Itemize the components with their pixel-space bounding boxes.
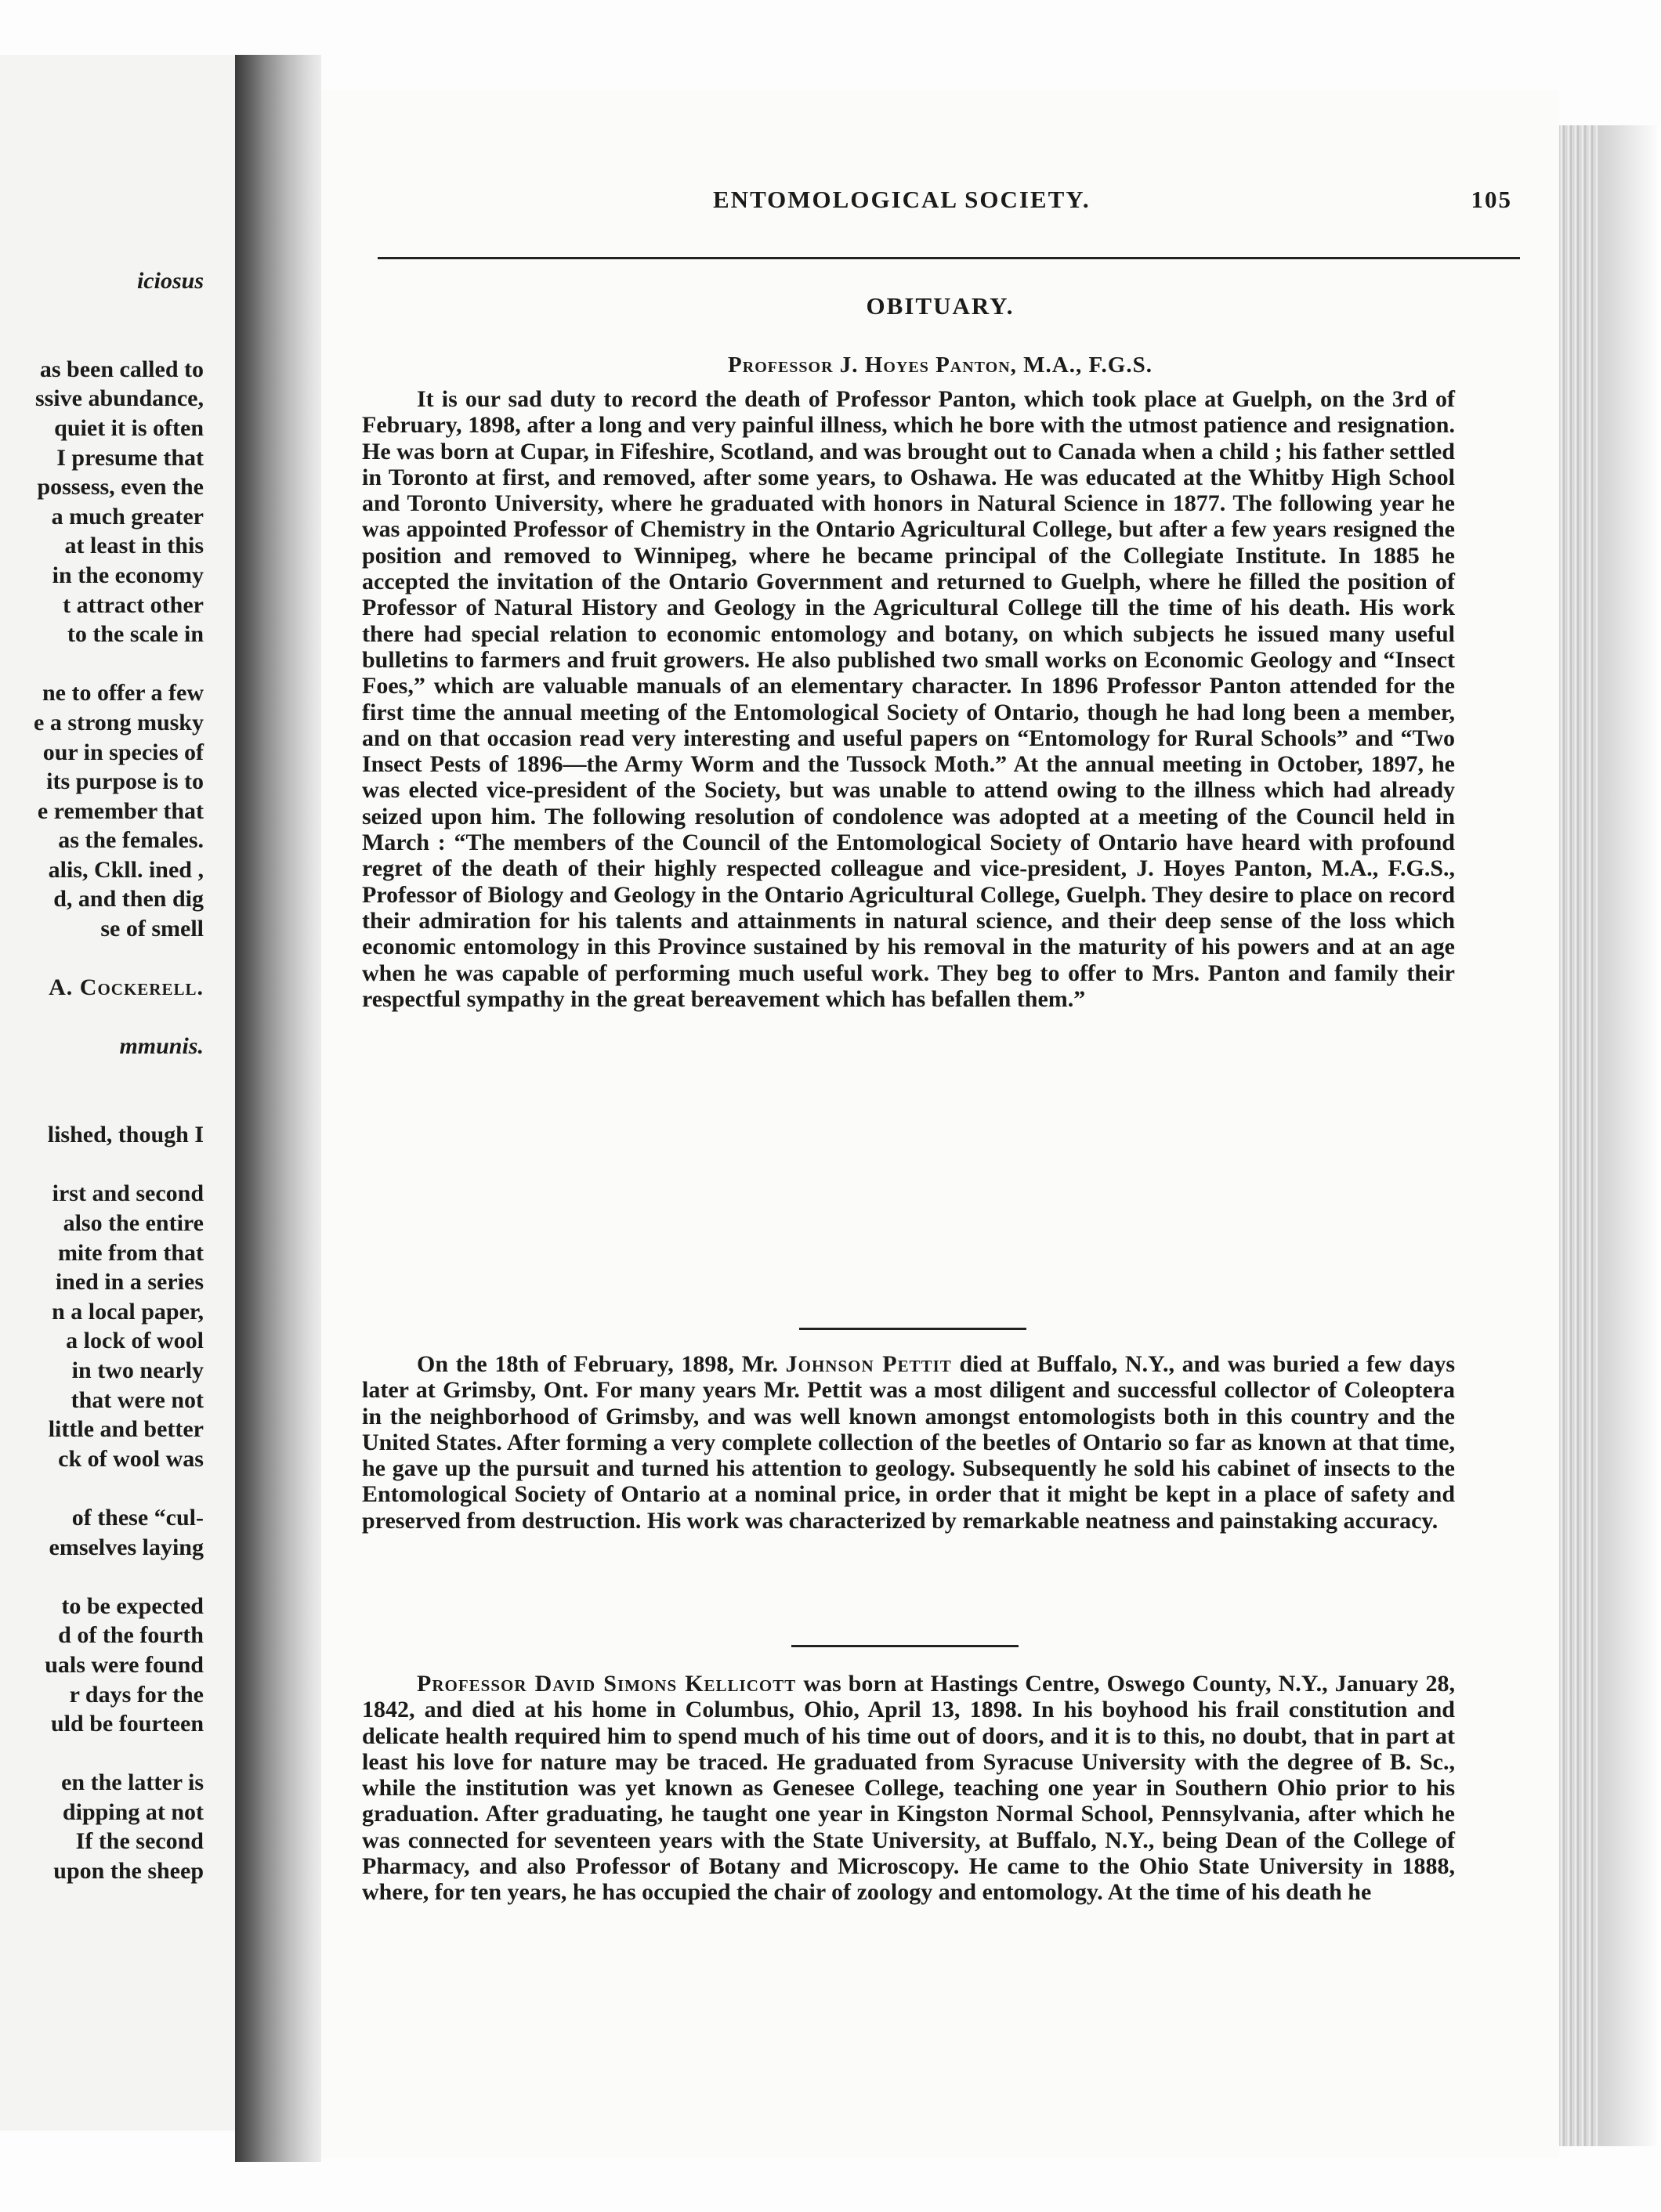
left-page-line: its purpose is to: [46, 768, 204, 795]
left-page-line: I presume that: [56, 444, 204, 471]
running-head-title: ENTOMOLOGICAL SOCIETY.: [713, 186, 1091, 213]
left-page-line: quiet it is often: [54, 414, 204, 441]
kellicott-obituary: [362, 1671, 1455, 1906]
left-page-line: [0, 1061, 204, 1091]
page-number: 105: [1471, 186, 1512, 213]
panton-heading: Professor J. Hoyes Panton, M.A., F.G.S.: [728, 352, 1153, 378]
left-page-line: to be expected: [61, 1592, 204, 1619]
separator-rule-1: [799, 1328, 1026, 1330]
left-page-line: [0, 944, 204, 974]
left-page-line: at least in this: [64, 533, 204, 559]
left-page-line: A. Cockerell.: [49, 974, 204, 1001]
left-page-line: r days for the: [69, 1681, 204, 1708]
left-page-line: upon the sheep: [53, 1858, 204, 1885]
left-page-line: [0, 1562, 204, 1592]
left-page-line: If the second: [75, 1828, 204, 1855]
left-page-line: little and better: [48, 1416, 204, 1443]
left-page-line: emselves laying: [49, 1534, 204, 1560]
left-page-line: n a local paper,: [52, 1298, 204, 1325]
left-page-line: as been called to: [39, 356, 204, 382]
left-page-line: [0, 1150, 204, 1180]
pettit-paragraph: [362, 1351, 1455, 1534]
left-page-line: possess, even the: [37, 474, 204, 501]
left-page-line: ne to offer a few: [42, 680, 204, 707]
left-page-line: se of smell: [100, 916, 204, 942]
left-page-line: d of the fourth: [58, 1622, 204, 1649]
left-page-line: mmunis.: [119, 1033, 204, 1060]
left-page-line: that were not: [71, 1386, 204, 1413]
pettit-obituary: [362, 1351, 1455, 1534]
left-page-line: also the entire: [63, 1210, 204, 1236]
left-page-line: irst and second: [52, 1180, 204, 1207]
left-page-line: [0, 649, 204, 679]
kellicott-name: Professor David Simons Kellicott: [417, 1671, 797, 1697]
left-page-line: [0, 296, 204, 326]
panton-obituary: [362, 386, 1455, 1012]
left-page-line: a much greater: [51, 503, 204, 530]
left-page-line: dipping at not: [62, 1798, 204, 1825]
left-page-line: in the economy: [52, 562, 204, 588]
kellicott-paragraph: [362, 1671, 1455, 1906]
left-page-line: in two nearly: [71, 1357, 204, 1383]
left-page-line: lished, though I: [47, 1122, 204, 1148]
left-page-line: [0, 1091, 204, 1121]
left-page-line: [0, 1473, 204, 1503]
book-gutter: [235, 55, 321, 2162]
pettit-lead: On the 18th of February, 1898, Mr.: [417, 1351, 786, 1377]
left-page-line: en the latter is: [61, 1769, 204, 1796]
header-rule: [378, 257, 1520, 259]
kellicott-body: was born at Hastings Centre, Oswego County, N.Y., January 28, 1842, and died at his home in Columbus, Ohio, April 13, 1898. In his boyhood his frail constitution and delicate health required him to spend much of his time out of doors, and it is to this, no doubt, that in part at least his love for nature may be traced. He graduated from Syracuse University with the degree of B. Sc., while the institution was yet known as Genesee College, teaching one year in Southern Ohio prior to his graduation. After graduating, he taught one year in Kingston Normal School, Pennsylvania, after which he was connected for seventeen years with the State University, at Buffalo, N.Y., being Dean of the College of Pharmacy, and also Professor of Botany and Microscopy. He came to the Ohio State University in 1888, where, for ten years, he has occupied the chair of zoology and entomology. At the time of his death he: [362, 1671, 1455, 1906]
left-page-line: uals were found: [45, 1651, 204, 1678]
left-page-line: [0, 1739, 204, 1769]
section-title: OBITUARY.: [866, 292, 1015, 320]
left-page-line: our in species of: [42, 739, 204, 765]
left-page-line: [0, 1003, 204, 1032]
page-shadow: [1598, 125, 1661, 2146]
left-page-line: [0, 325, 204, 355]
left-page-line: t attract other: [63, 591, 204, 618]
left-page-line: a lock of wool: [66, 1328, 204, 1354]
left-page-line: as the females.: [58, 827, 204, 854]
left-page-line: ck of wool was: [58, 1445, 204, 1472]
panton-paragraph: It is our sad duty to record the death of Professor Panton, which took place at Guelph, on the 3rd of February, 1898, after a long and very painful illness, which he bore with the utmost patience and resignation. He was born at Cupar, in Fifeshire, Scotland, and was brought out to Canada when a child ; his father settled in Toronto at first, and removed, after some years, to Oshawa. He was educated at the Whitby High School and Toronto University, where he graduated with honors in Natural Science in 1877. The following year he was appointed Professor of Chemistry in the Ontario Agricultural College, but after a few years resigned the position and removed to Winnipeg, where he became principal of the Collegiate Institute. In 1885 he accepted the invitation of the Ontario Government and returned to Guelph, where he filled the position of Professor of Natural History and Geology in the Agricultural College till the time of his death. His work there had special relation to economic entomology and botany, on which subjects he issued many useful bulletins to farmers and fruit growers. He also published two small works on Economic Geology and “Insect Foes,” which are valuable manuals of an elementary character. In 1896 Professor Panton attended for the first time the annual meeting of the Entomological Society of Ontario, though he had long been a member, and on that occasion read very interesting and useful papers on “Entomology for Rural Schools” and “Two Insect Pests of 1896—the Army Worm and the Tussock Moth.” At the annual meeting in October, 1897, he was elected vice-president of the Society, but was unable to attend owing to the illness which had already seized upon him. The following resolution of condolence was adopted at a meeting of the Council held in March : “The members of the Council of the Entomological Society of Ontario have heard with profound regret of the death of their highly respected colleague and vice-president, J. Hoyes Panton, M.A., F.G.S., Professor of Biology and Geology in the Ontario Agricultural College, Guelph. They desire to place on record their admiration for his talents and attainments in natural science, and their deep sense of the loss which economic entomology in this Province sustained by his removal in the maturity of his powers and at an age when he was capable of performing much useful work. They beg to offer to Mrs. Panton and family their respectful sympathy in the great bereavement which has befallen them.”: [362, 386, 1455, 1012]
separator-rule-2: [791, 1645, 1019, 1647]
left-page-line: of these “cul-: [71, 1504, 204, 1531]
left-page-line: ssive abundance,: [34, 385, 204, 412]
pettit-body: died at Buffalo, N.Y., and was buried a few days later at Grimsby, Ont. For many years Mr. Pettit was a most diligent and successful collector of Coleoptera in the neighborhood of Grimsby, and was well known amongst entomologists both in this country and the United States. After forming a very complete collection of the beetles of Ontario so far as known at that time, he gave up the pursuit and turned his attention to geology. Subsequently he sold his cabinet of insects to the Entomological Society of Ontario at a nominal price, in order that it might be kept in a place of safety and preserved from destruction. His work was characterized by remarkable neatness and painstaking accuracy.: [362, 1351, 1455, 1534]
pettit-name: Johnson Pettit: [785, 1351, 952, 1377]
left-page-line: d, and then dig: [53, 886, 204, 913]
left-facing-page: [0, 55, 235, 2131]
left-page-line: e remember that: [37, 797, 204, 824]
left-page-line: mite from that: [57, 1239, 204, 1266]
left-page-line: iciosus: [136, 268, 204, 294]
right-page: [321, 90, 1559, 2158]
page-stack-edge: [1559, 125, 1598, 2146]
left-page-line: to the scale in: [67, 621, 204, 648]
left-page-line: uld be fourteen: [51, 1711, 204, 1737]
left-page-text-column: [0, 266, 204, 1886]
left-page-line: alis, Ckll. ined ,: [48, 856, 204, 883]
left-page-line: e a strong musky: [34, 709, 204, 736]
left-page-line: ined in a series: [55, 1269, 204, 1296]
